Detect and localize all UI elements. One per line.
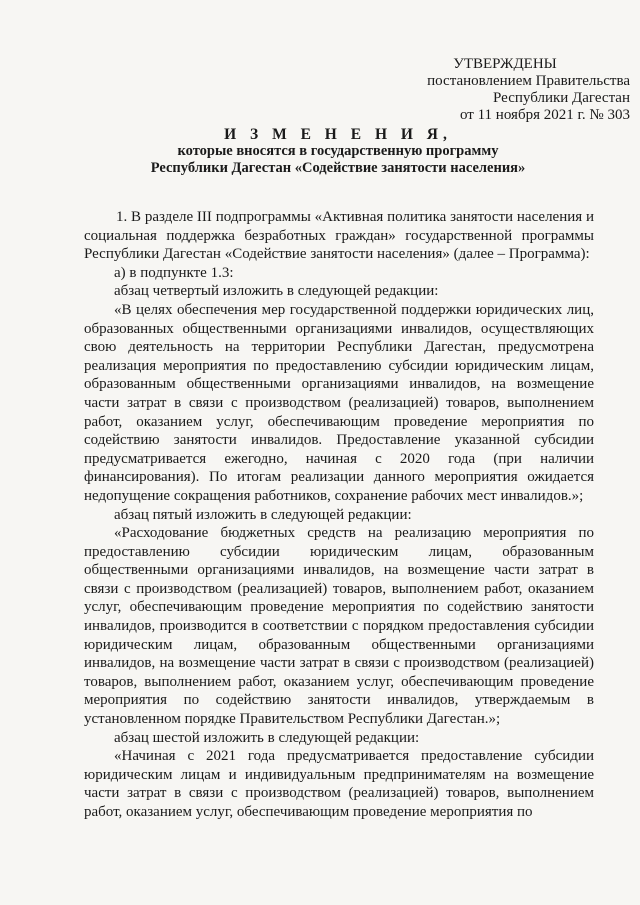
approval-region: Республики Дагестан [493, 90, 630, 106]
paragraph-3: абзац четвертый изложить в следующей редакции: [114, 283, 439, 300]
title-heading: И З М Е Н Е Н И Я, [224, 126, 452, 143]
paragraph-7: абзац шестой изложить в следующей редакции: [114, 729, 420, 746]
paragraph-8: «Начиная с 2021 года предусматривается предоставление субсидии юридическим лицам и индивидуальным предпринимателям на возмещение части затрат в связи с производством (реализацией) товаров, выполнением работ, оказанием услуг, обеспечивающим проведение мероприятия по [84, 748, 594, 820]
approval-title: УТВЕРЖДЕНЫ [453, 56, 557, 72]
paragraph-4: «В целях обеспечения мер государственной поддержки юридических лиц, образованных общественными организациями инвалидов, осуществляющих свою деятельность на территории Республики Дагестан, предусмотрена реализация мероприятия по предоставлению субсидии юридическим лицам, образованным общественными организациями инвалидов, на возмещение части затрат в связи с производством (реализацией) товаров, выполнением работ, оказанием услуг, обеспечивающим проведение мероприятия по содействию занятости инвалидов. Предоставление указанной субсидии предусматривается ежегодно, начиная с 2020 года (при наличии финансирования). По итогам реализации данного мероприятия ожидается недопущение сокращения работников, сохранение рабочих мест инвалидов.»; [84, 301, 594, 504]
paragraph-1: 1. В разделе III подпрограммы «Активная политика занятости населения и социальная поддержка безработных граждан» государственной программы Республики Дагестан «Содействие занятости населения» (далее – Программа): [84, 209, 594, 263]
document-title [84, 126, 592, 177]
paragraph-5: абзац пятый изложить в следующей редакции: [114, 506, 412, 523]
approval-stamp [380, 56, 630, 124]
paragraph-6: «Расходование бюджетных средств на реализацию мероприятия по предоставлению субсидии юридическим лицам, образованным общественными организациями инвалидов, на возмещение части затрат в связи с производством (реализацией) товаров, выполнением работ, оказанием услуг, обеспечивающим проведение мероприятия по содействию занятости инвалидов, производится в соответствии с порядком предоставления субсидии юридическим лицам, образованным общественными организациями инвалидов, на возмещение части затрат в связи с производством (реализацией) товаров, выполнением работ, оказанием услуг, обеспечивающим проведение мероприятия по содействию занятости инвалидов, утверждаемым в установленном порядке Правительством Республики Дагестан.»; [84, 525, 594, 728]
approval-date: от 11 ноября 2021 г. № 303 [460, 107, 630, 123]
document-body [84, 208, 594, 822]
title-line-3: Республики Дагестан «Содействие занятости населения» [150, 160, 526, 176]
approval-authority: постановлением Правительства [427, 73, 630, 89]
title-line-2: которые вносятся в государственную программу [177, 143, 499, 159]
paragraph-2: а) в подпункте 1.3: [114, 264, 234, 281]
